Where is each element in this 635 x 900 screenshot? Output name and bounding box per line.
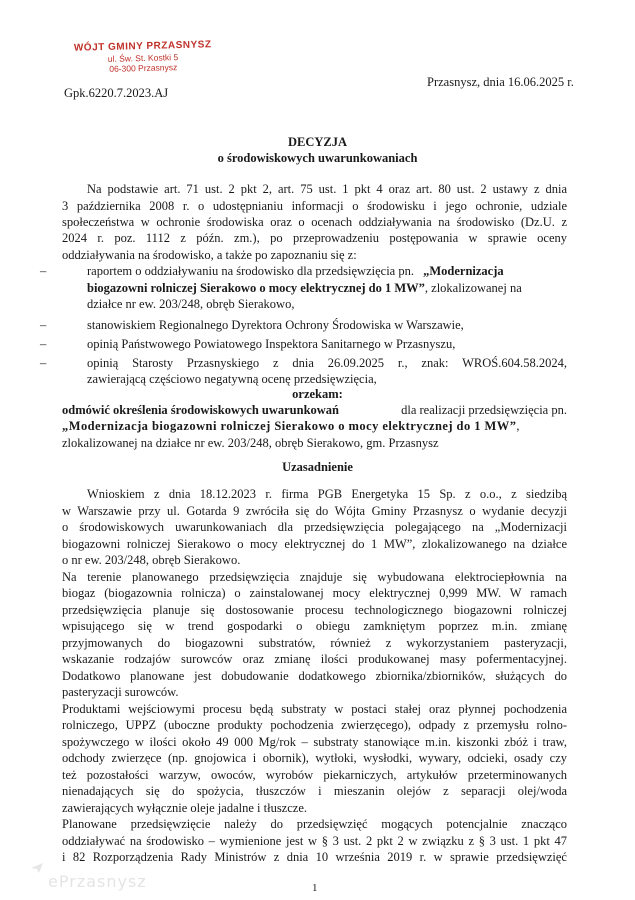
body-line: Na terenie planowanego przedsięwzięcia znajduje się wybudowana elektrociepłownia na (62, 570, 567, 584)
body-line: Planowane przedsięwzięcie należy do przedsięwzięć mogących potencjalnie znacząco (62, 817, 567, 831)
body-line: przyjmowanych do biogazowni substratów, również z wykorzystaniem pasteryzacji, (62, 636, 567, 650)
justification-heading: Uzasadnienie (282, 460, 353, 474)
body-line: biogaz (biogazownia rolnicza) o zainstalowanej mocy elektrycznej 0,999 MW. W ramach (62, 586, 567, 600)
project-name-start: „Modernizacja (423, 264, 504, 278)
list-item-starosta-line2: zawierającą częściowo negatywną ocenę przedsięwzięcia, (87, 372, 377, 386)
body-line: i 82 Rozporządzenia Rady Ministrów z dnia 10 września 2019 r. w sprawie przedsięwzięć (62, 850, 567, 864)
list-item-starosta: opinią Starosty Przasnyskiego z dnia 26.09.2025 r., znak: WROŚ.604.58.2024, (87, 356, 567, 370)
body-line: spożywczego w ilości około 49 000 Mg/rok – substraty stanowiące m.in. kiszonki zbóż i traw, (62, 735, 567, 749)
body-line: Produktami wejściowymi procesu będą substraty w postaci stałej oraz płynnej pochodzenia (62, 702, 567, 716)
document-title: DECYZJA (287, 135, 348, 149)
list-bullet: – (40, 337, 47, 351)
document-subtitle: o środowiskowych uwarunkowaniach (217, 151, 418, 165)
intro-line: 2024 r. poz. 1112 z późn. zm.), po przeprowadzeniu postępowania w sprawie oceny (62, 231, 567, 245)
decision-text-bold: odmówić określenia środowiskowych uwarunkowań (62, 403, 340, 417)
decision-project-name: „Modernizacja biogazowni rolniczej Sierakowo o mocy elektrycznej do 1 MW” (62, 419, 517, 433)
decision-line: zlokalizowanej na działce nr ew. 203/248, obręb Sierakowo, gm. Przasnysz (62, 436, 439, 450)
body-line: o nr ew. 203/248, obręb Sierakowo. (62, 553, 241, 567)
stamp-line-street: ul. Św. St. Kostki 5 (107, 52, 179, 64)
list-item-text: , zlokalizowanej na (424, 281, 522, 295)
body-line: przedsięwzięcia planuje się dostosowanie procesu technologicznego biogazowni rolniczej (62, 603, 567, 617)
list-item-text: raportem o oddziaływaniu na środowisko dla przedsięwzięcia pn. (87, 264, 414, 278)
stamp-line-city: 06-300 Przasnysz (109, 62, 178, 74)
decision-heading: orzekam: (292, 387, 343, 401)
body-line: też pozostałości warzyw, owoców, wyrobów piekarniczych, artykułów przeterminowanych (62, 768, 567, 782)
body-line: Wnioskiem z dnia 18.12.2023 r. firma PGB Energetyka 15 Sp. z o.o., z siedzibą (87, 487, 567, 501)
list-bullet: – (40, 264, 47, 278)
list-item-sanepid: opinią Państwowego Powiatowego Inspektora Sanitarnego w Przasnyszu, (87, 337, 456, 351)
place-and-date: Przasnysz, dnia 16.06.2025 r. (427, 75, 574, 89)
intro-line: społeczeństwa w ochronie środowiska oraz o ocenach oddziaływania na środowisko (Dz.U. z (62, 215, 567, 229)
body-line: oddziaływać na środowisko – wymienione jest w § 3 ust. 2 pkt 2 w związku z § 3 ust. 1 pkt 47 (62, 834, 567, 848)
decision-text: dla realizacji przedsięwzięcia pn. (401, 403, 567, 417)
body-line: pasteryzacji surowców. (62, 685, 179, 699)
body-line: wskazanie rodzajów surowców oraz zmianę ilości produkowanej masy pofermentacyjnej. (62, 652, 567, 666)
list-bullet: – (40, 356, 47, 370)
decision-line (62, 403, 567, 417)
case-reference: Gpk.6220.7.2023.AJ (64, 86, 169, 100)
body-line: w Warszawie przy ul. Gotarda 9 zwróciła się do Wójta Gminy Przasnysz o wydanie decyzji (62, 504, 567, 518)
intro-line: oddziaływania na środowisko, a także po zapoznaniu się z: (62, 248, 357, 262)
list-bullet: – (40, 318, 47, 332)
body-line: zawierających wyłącznie oleje jadalne i tłuszcze. (62, 801, 307, 815)
watermark-logo-icon (30, 862, 44, 874)
intro-line: 3 października 2008 r. o udostępnianiu informacji o środowisku i jego ochronie, udziale (62, 199, 567, 213)
body-line: biogazowni rolniczej Sierakowo o mocy elektrycznej do 1 MW”, zlokalizowanego na działce (62, 537, 567, 551)
body-line: o środowiskowych uwarunkowaniach dla przedsięwzięcia polegającego na „Modernizacji (62, 520, 567, 534)
decision-text: , (516, 419, 520, 433)
official-stamp (68, 39, 219, 75)
page-number: 1 (312, 882, 318, 894)
body-line: odchody zwierzęce (np. gnojowica i obornik), wytłoki, wysłodki, wywary, odcieki, osady czy (62, 751, 567, 765)
stamp-line-office: WÓJT GMINY PRZASNYSZ (73, 39, 212, 54)
body-line: wpisującego się w trend gospodarki o obiegu zamkniętym poprzez m.in. zmianę (62, 619, 567, 633)
list-item-report-line2 (87, 281, 522, 295)
decision-line (62, 419, 520, 433)
body-line: rolniczego, UPPZ (uboczne produkty pochodzenia zwierzęcego), odpady z przemysłu rolno- (62, 718, 567, 732)
list-item-report (87, 264, 504, 278)
body-line: nienadających się do spożycia, tłuszczów i mieszanin olejów z separacji olej/woda (62, 784, 567, 798)
intro-line: Na podstawie art. 71 ust. 2 pkt 2, art. 75 ust. 1 pkt 4 oraz art. 80 ust. 2 ustawy z dnia (87, 182, 567, 196)
list-item-report-line3: działce nr ew. 203/248, obręb Sierakowo, (87, 297, 295, 311)
project-name: biogazowni rolniczej Sierakowo o mocy elektrycznej do 1 MW” (87, 281, 425, 295)
list-item-rdos: stanowiskiem Regionalnego Dyrektora Ochrony Środowiska w Warszawie, (87, 318, 464, 332)
watermark-text: ePrzasnysz (48, 872, 147, 891)
body-line: Dodatkowo planowane jest dobudowanie dodatkowego zbiornika/zbiorników, służących do (62, 669, 567, 683)
